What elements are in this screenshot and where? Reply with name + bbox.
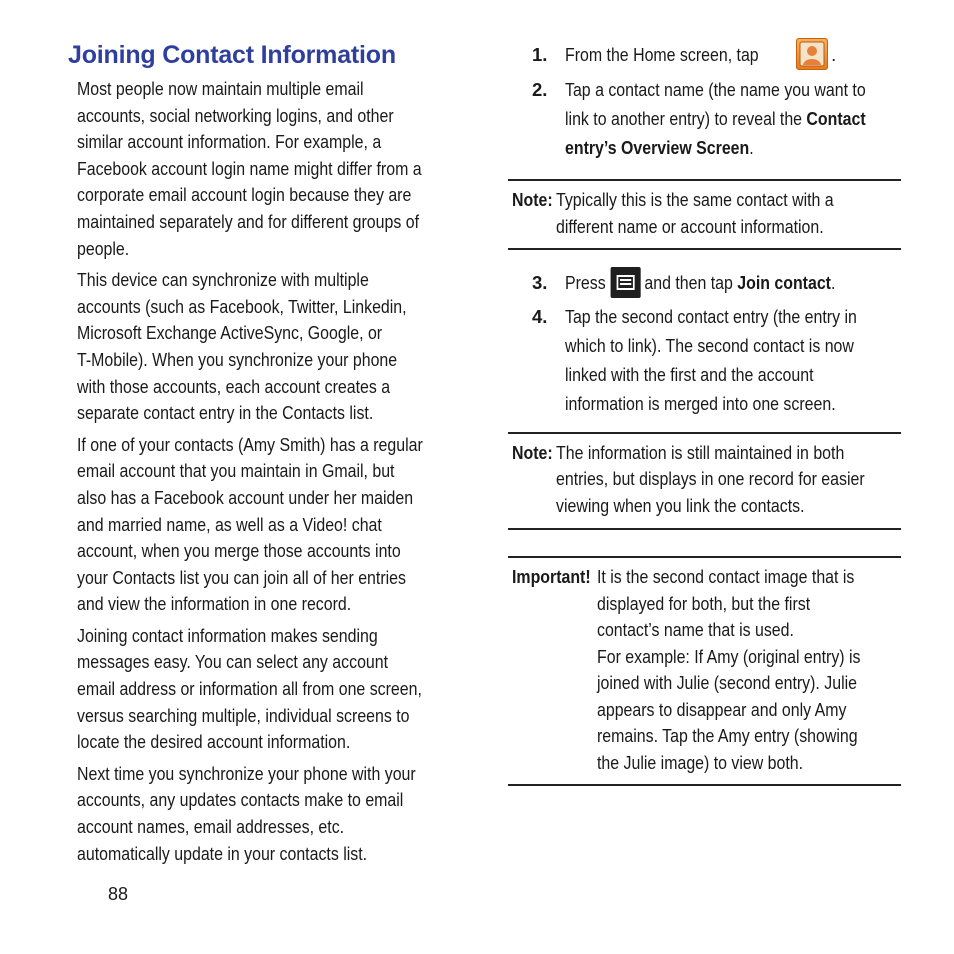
text-line: It is the second contact image that is xyxy=(597,566,855,588)
text-line: people. xyxy=(77,237,130,259)
step-bold-text: Join contact xyxy=(737,272,831,294)
text-line: which to link). The second contact is now xyxy=(565,334,854,356)
step-text: From the Home screen, tap xyxy=(565,44,759,65)
step-text: . xyxy=(749,137,754,159)
text-line: The information is still maintained in both xyxy=(556,441,845,463)
text-line: T-Mobile). When you synchronize your phone xyxy=(77,348,398,370)
text-line: appears to disappear and only Amy xyxy=(597,698,847,720)
text-line: account names, email addresses, etc. xyxy=(77,816,345,838)
text-line: viewing when you link the contacts. xyxy=(556,494,805,516)
right-column xyxy=(508,40,901,786)
text-line: messages easy. You can select any account xyxy=(77,651,389,673)
step-bold-text: Contact xyxy=(806,108,866,130)
text-line: locate the desired account information. xyxy=(77,731,351,753)
step-3 xyxy=(508,268,901,300)
text-line: Microsoft Exchange ActiveSync, Google, or xyxy=(77,322,383,344)
step-text: Press xyxy=(565,272,606,294)
page-number: 88 xyxy=(108,884,129,904)
text-line: and married name, as well as a Video! chat xyxy=(77,513,382,535)
text-line: contact’s name that is used. xyxy=(597,619,794,641)
paragraph xyxy=(77,267,468,427)
contacts-icon xyxy=(796,38,828,70)
step-text-end: . xyxy=(831,44,837,65)
text-line: account, when you merge those accounts into xyxy=(77,540,401,562)
text-line: different name or account information. xyxy=(556,215,824,237)
text-line: with those accounts, each account creates a xyxy=(77,375,391,397)
text-line: Facebook account login name might differ from a xyxy=(77,157,422,179)
step-number: 4. xyxy=(532,305,548,327)
paragraph xyxy=(77,761,468,867)
text-line: corporate email account login because they are xyxy=(77,184,412,206)
text-line: Next time you synchronize your phone with your xyxy=(77,762,416,784)
text-line: your Contacts list you can join all of her entries xyxy=(77,566,406,588)
step-number: 2. xyxy=(532,79,548,101)
step-text-line: Tap a contact name (the name you want to xyxy=(565,79,866,101)
step-4 xyxy=(508,302,901,418)
text-line: Typically this is the same contact with a xyxy=(556,189,834,211)
text-line: joined with Julie (second entry). Julie xyxy=(597,672,858,694)
step-text: . xyxy=(830,272,836,294)
text-line: Joining contact information makes sending xyxy=(77,624,378,646)
menu-key-icon xyxy=(611,267,641,298)
page-title: Joining Contact Information xyxy=(68,41,396,69)
text-line: accounts (such as Facebook, Twitter, Linkedin, xyxy=(77,295,407,317)
text-line: linked with the first and the account xyxy=(565,363,814,385)
note-label: Note: xyxy=(512,441,553,463)
paragraph xyxy=(77,623,468,756)
step-text: and then tap xyxy=(644,272,738,294)
left-column xyxy=(68,38,468,872)
text-line: and view the information in one record. xyxy=(77,593,352,615)
text-line: Tap the second contact entry (the entry in xyxy=(565,305,857,327)
text-line: automatically update in your contacts list. xyxy=(77,842,368,864)
text-line: accounts, social networking logins, and other xyxy=(77,104,394,126)
text-line: the Julie image) to view both. xyxy=(597,751,804,773)
step-number: 1. xyxy=(532,44,548,65)
step-text: link to another entry) to reveal the xyxy=(565,108,807,130)
text-line: maintained separately and for different groups of xyxy=(77,210,419,232)
text-line: Most people now maintain multiple email xyxy=(77,78,364,99)
important-note xyxy=(508,556,901,786)
text-line: accounts, any updates contacts make to email xyxy=(77,789,404,811)
important-label: Important! xyxy=(512,566,591,588)
note-2 xyxy=(508,432,901,531)
text-line: For example: If Amy (original entry) is xyxy=(597,645,861,667)
paragraph xyxy=(77,76,468,262)
text-line: remains. Tap the Amy entry (showing xyxy=(597,725,858,747)
step-bold-text: entry’s Overview Screen xyxy=(565,137,750,159)
text-line: similar account information. For example, a xyxy=(77,131,382,153)
text-line: email account that you maintain in Gmail, but xyxy=(77,460,395,482)
text-line: separate contact entry in the Contacts list. xyxy=(77,402,374,424)
note-label: Note: xyxy=(512,189,553,211)
text-line: If one of your contacts (Amy Smith) has a regular xyxy=(77,433,423,455)
step-1 xyxy=(508,40,901,72)
step-2 xyxy=(508,75,901,162)
note-1 xyxy=(508,179,901,250)
body-text xyxy=(68,76,468,867)
paragraph xyxy=(77,432,468,618)
text-line: displayed for both, but the first xyxy=(597,592,811,614)
text-line: versus searching multiple, individual screens to xyxy=(77,704,410,726)
text-line: entries, but displays in one record for easier xyxy=(556,468,865,490)
text-line: email address or information all from one screen, xyxy=(77,678,422,700)
text-line: information is merged into one screen. xyxy=(565,392,836,414)
step-number: 3. xyxy=(532,272,548,294)
text-line: also has a Facebook account under her maiden xyxy=(77,486,414,508)
text-line: This device can synchronize with multiple xyxy=(77,269,369,291)
